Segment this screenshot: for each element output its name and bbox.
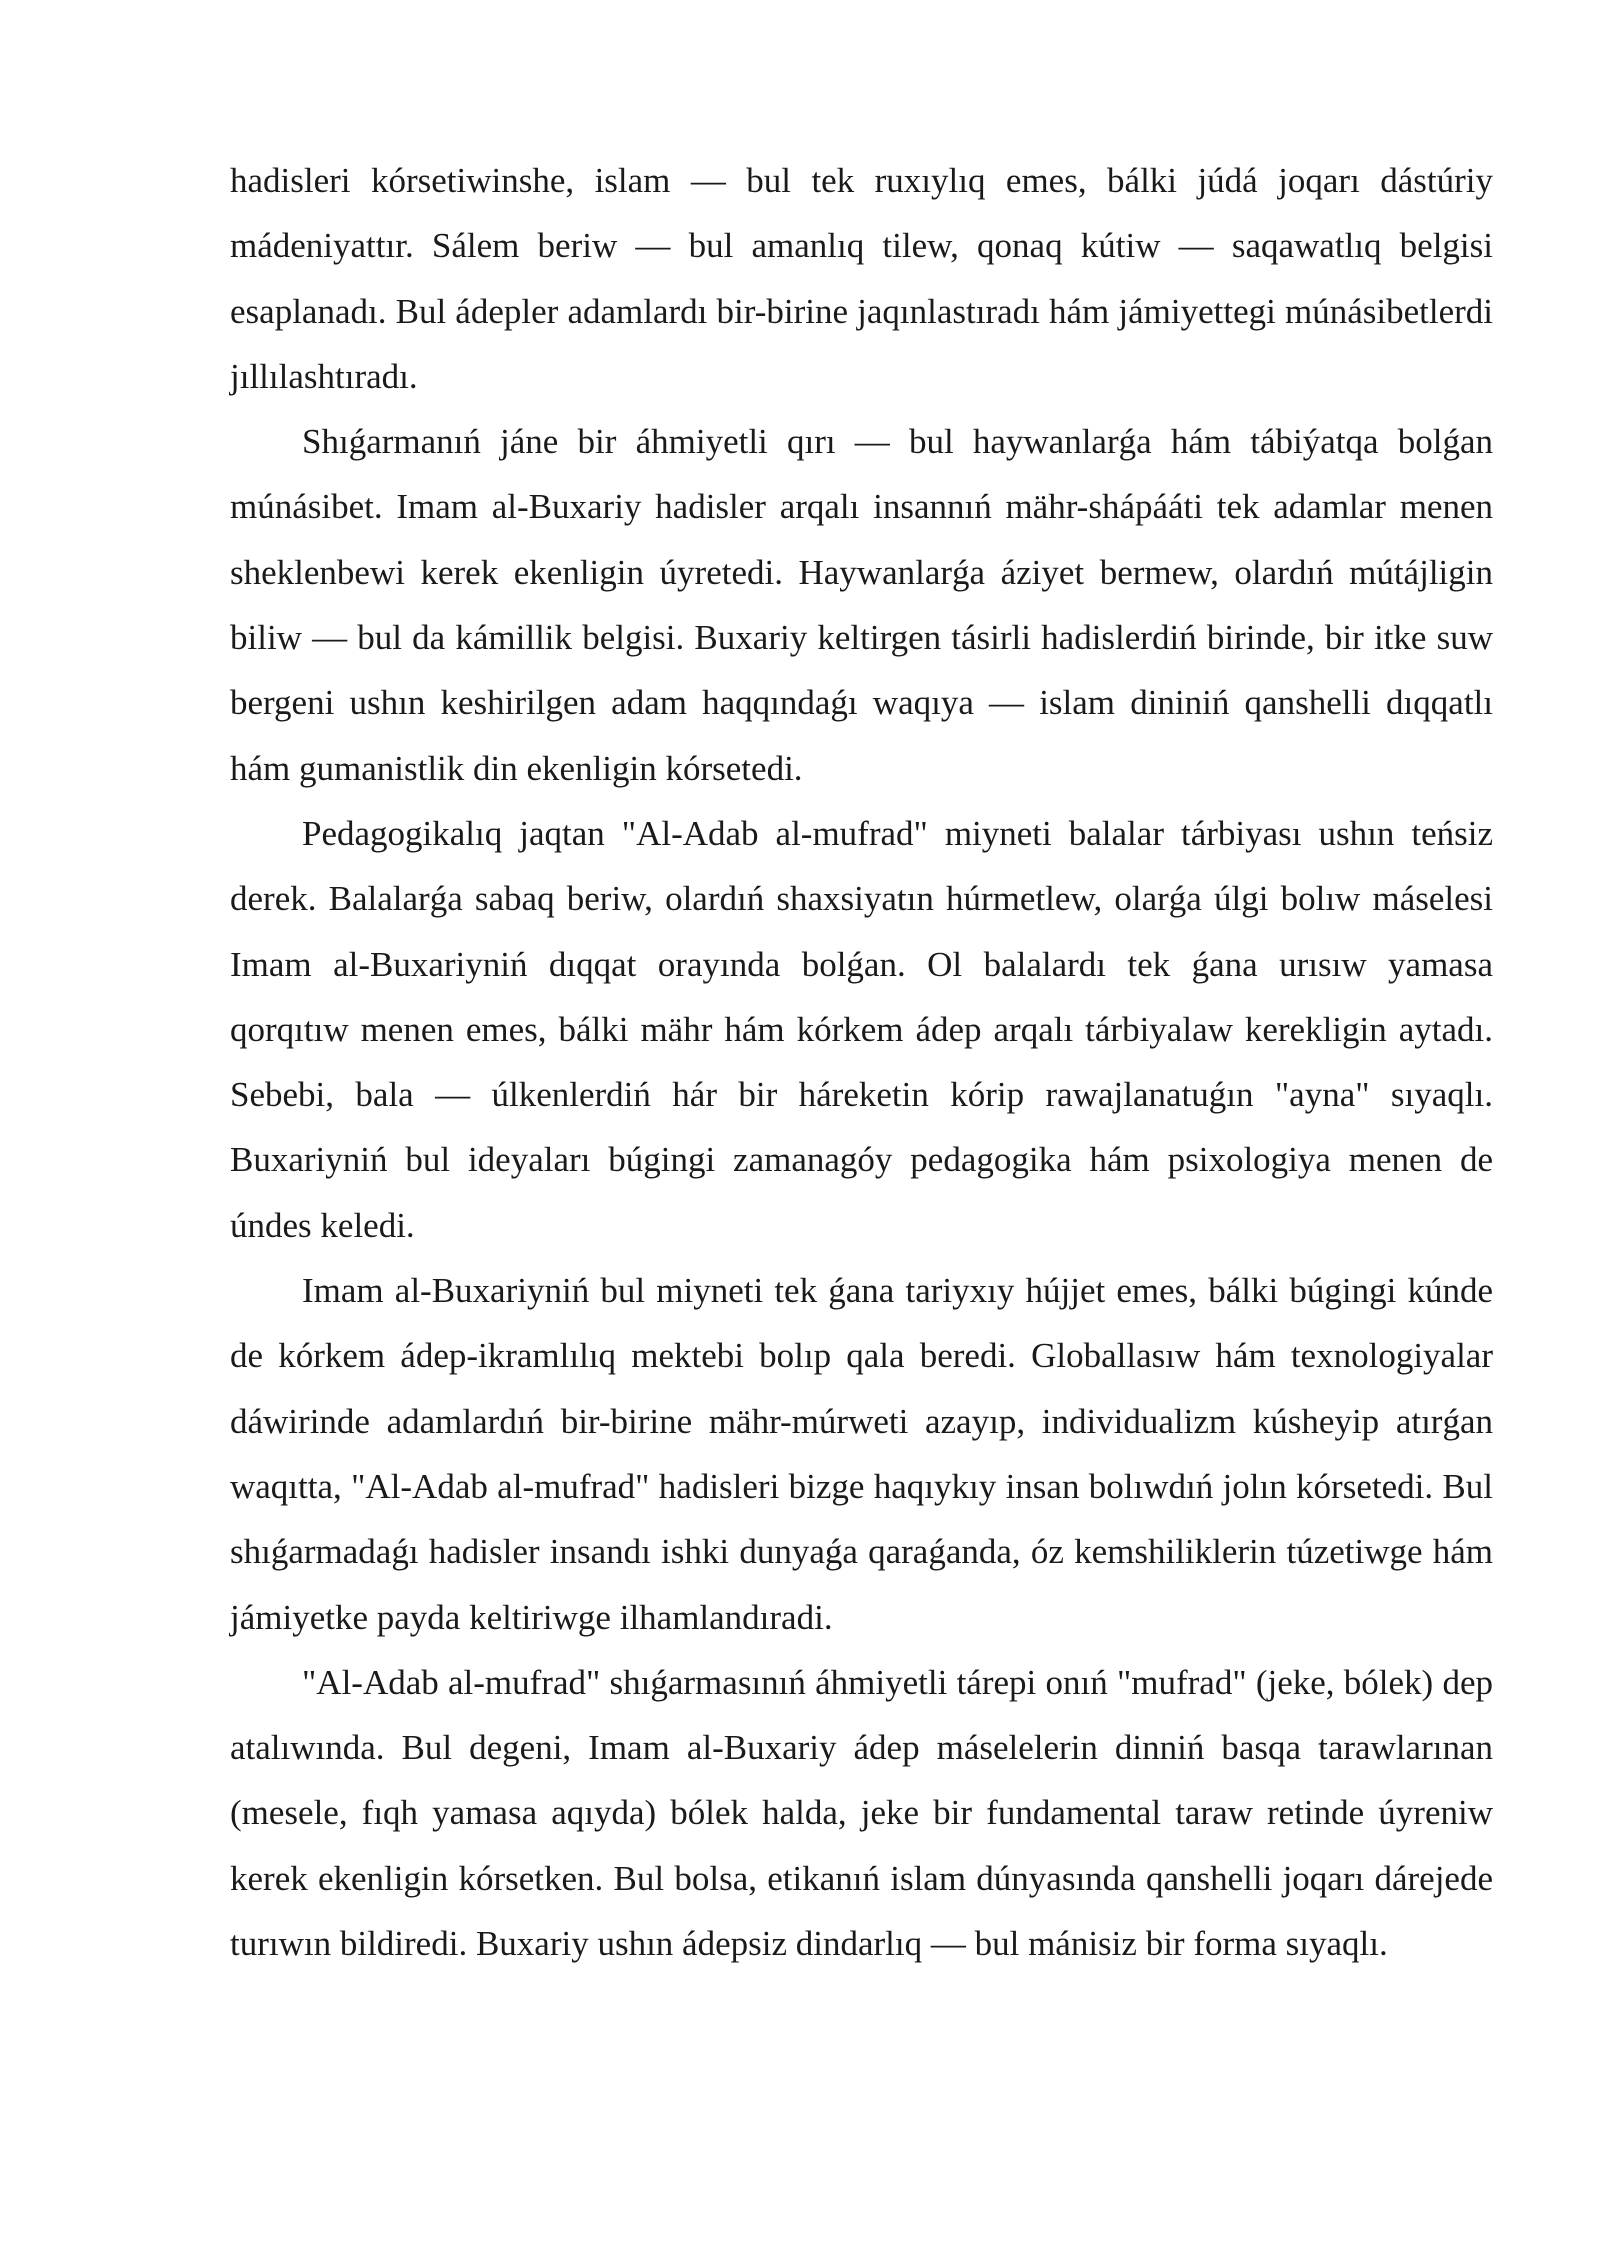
document-page	[230, 148, 1493, 1976]
paragraph-continuation: hadisleri kórsetiwinshe, islam — bul tek ruxıylıq emes, bálki júdá joqarı dástúriy mádeniyattır. Sálem beriw — bul amanlıq tilew, qonaq kútiw — saqawatlıq belgisi esaplanadı. Bul ádepler adamlardı bir-birine jaqınlastıradı hám jámiyettegi múnásibetlerdi jıllılashtıradı.	[230, 161, 1493, 396]
paragraph: "Al-Adab al-mufrad" shıǵarmasınıń áhmiyetli tárepi onıń "mufrad" (jeke, bólek) dep atalıwında. Bul degeni, Imam al-Buxariy ádep máselelerin dinniń basqa tarawlarınan (mesele, fıqh yamasa aqıyda) bólek halda, jeke bir fundamental taraw retinde úyreniw kerek ekenligin kórsetken. Bul bolsa, etikanıń islam dúnyasında qanshelli joqarı dárejede turıwın bildiredi. Buxariy ushın ádepsiz dindarlıq — bul mánisiz bir forma sıyaqlı.	[230, 1662, 1493, 1964]
paragraph: Shıǵarmanıń jáne bir áhmiyetli qırı — bul haywanlarǵa hám tábiýatqa bolǵan múnásibet. Imam al-Buxariy hadisler arqalı insannıń mähr-shápááti tek adamlar menen sheklenbewi kerek ekenligin úyretedi. Haywanlarǵa áziyet bermew, olardıń mútájligin biliw — bul da kámillik belgisi. Buxariy keltirgen tásirli hadislerdiń birinde, bir itke suw bergeni ushın keshirilgen adam haqqındaǵı waqıya — islam dininiń qanshelli dıqqatlı hám gumanistlik din ekenligin kórsetedi.	[230, 422, 1493, 788]
paragraph: Imam al-Buxariyniń bul miyneti tek ǵana tariyxıy hújjet emes, bálki búgingi kúnde de kórkem ádep-ikramlılıq mektebi bolıp qala beredi. Globallasıw hám texnologiyalar dáwirinde adamlardıń bir-birine mähr-múrweti azayıp, individualizm kúsheyip atırǵan waqıtta, "Al-Adab al-mufrad" hadisleri bizge haqıykıy insan bolıwdıń jolın kórsetedi. Bul shıǵarmadaǵı hadisler insandı ishki dunyaǵa qaraǵanda, óz kemshiliklerin túzetiwge hám jámiyetke payda keltiriwge ilhamlandıradi.	[230, 1271, 1493, 1637]
paragraph: Pedagogikalıq jaqtan "Al-Adab al-mufrad" miyneti balalar tárbiyası ushın teńsiz derek. Balalarǵa sabaq beriw, olardıń shaxsiyatın húrmetlew, olarǵa úlgi bolıw máselesi Imam al-Buxariyniń dıqqat orayında bolǵan. Ol balalardı tek ǵana urısıw yamasa qorqıtıw menen emes, bálki mähr hám kórkem ádep arqalı tárbiyalaw kerekligin aytadı. Sebebi, bala — úlkenlerdiń hár bir háreketin kórip rawajlanatuǵın "ayna" sıyaqlı. Buxariyniń bul ideyaları búgingi zamanagóy pedagogika hám psixologiya menen de úndes keledi.	[230, 813, 1493, 1245]
